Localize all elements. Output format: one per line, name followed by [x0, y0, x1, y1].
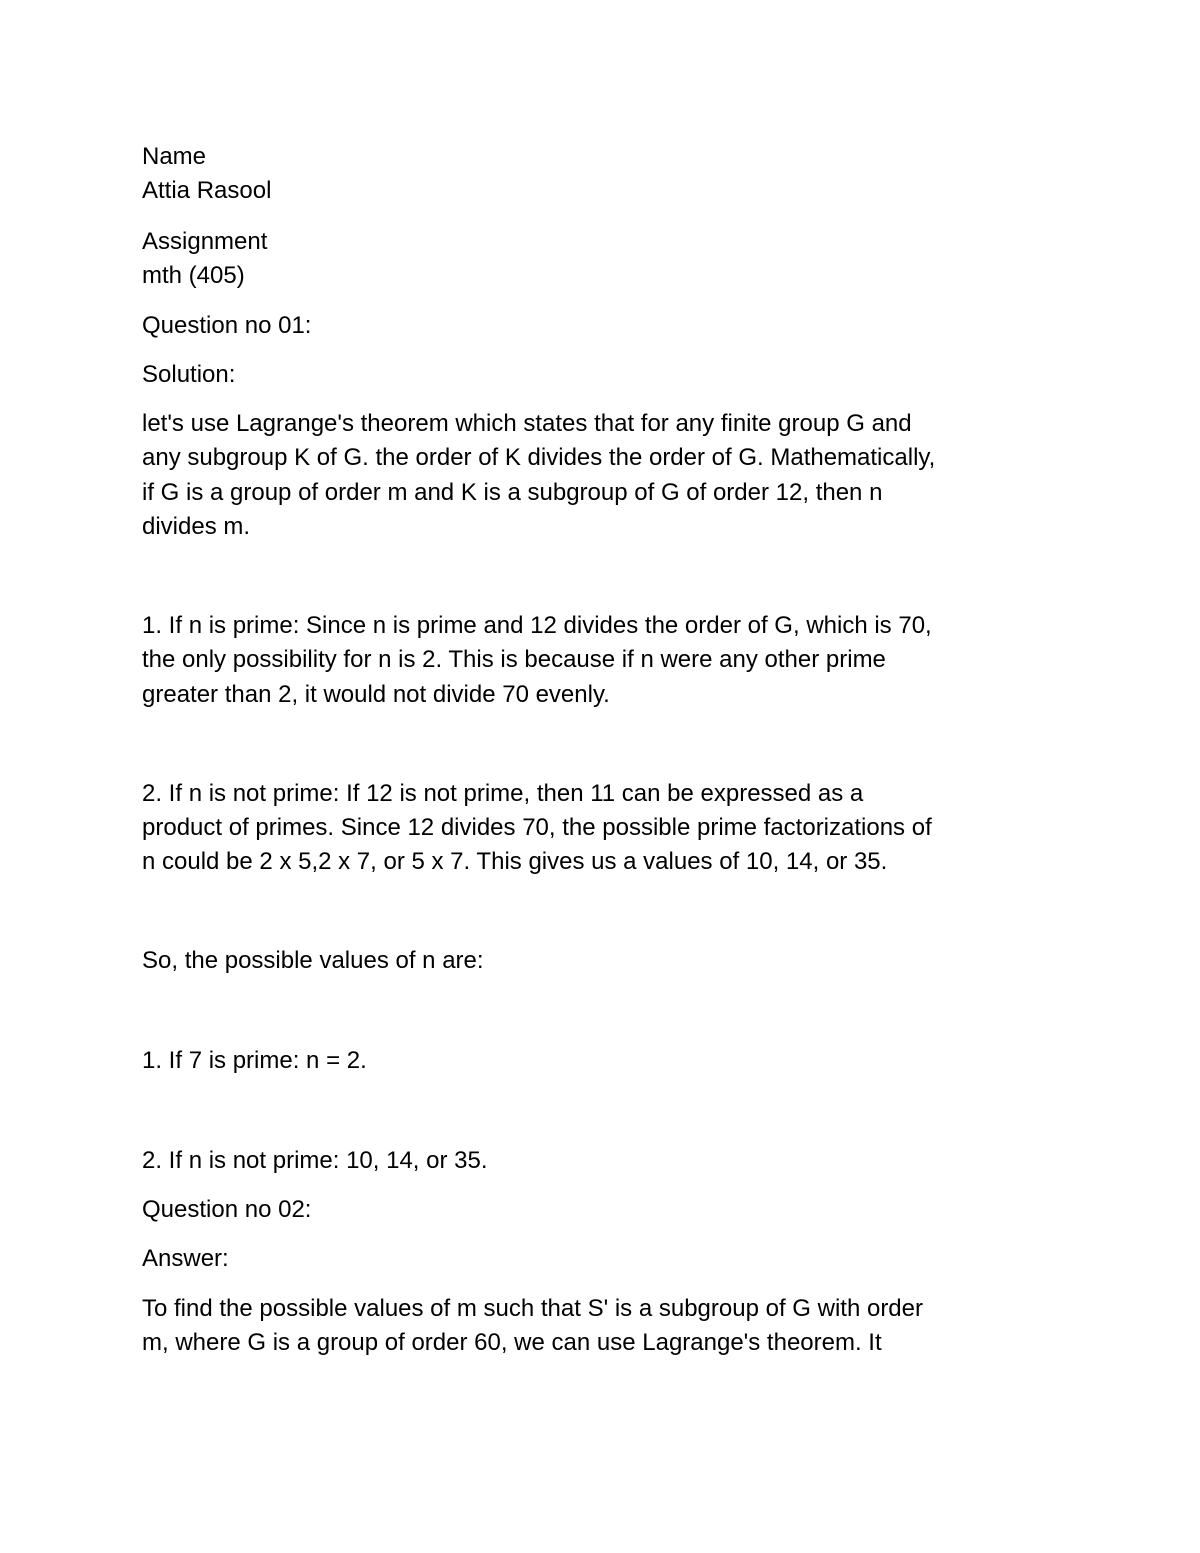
case2-line-3: n could be 2 x 5,2 x 7, or 5 x 7. This gives us a values of 10, 14, or 35.	[142, 848, 888, 875]
answer-line-2: m, where G is a group of order 60, we can use Lagrange's theorem. It	[142, 1329, 882, 1356]
answer-label: Answer:	[142, 1245, 229, 1272]
summary-item-2: 2. If n is not prime: 10, 14, or 35.	[142, 1147, 488, 1174]
name-label: Name	[142, 143, 207, 170]
course-code: mth (405)	[142, 262, 245, 289]
intro-line-2: any subgroup K of G. the order of K divides the order of G. Mathematically,	[142, 444, 936, 471]
intro-line-4: divides m.	[142, 513, 251, 540]
assignment-label: Assignment	[142, 228, 268, 255]
case1-line-3: greater than 2, it would not divide 70 evenly.	[142, 681, 610, 708]
summary-intro: So, the possible values of n are:	[142, 947, 484, 974]
intro-line-3: if G is a group of order m and K is a subgroup of G of order 12, then n	[142, 479, 883, 506]
solution-label: Solution:	[142, 361, 236, 388]
intro-line-1: let's use Lagrange's theorem which states that for any finite group G and	[142, 410, 912, 437]
question-1-heading: Question no 01:	[142, 312, 312, 339]
case1-line-1: 1. If n is prime: Since n is prime and 12 divides the order of G, which is 70,	[142, 612, 932, 639]
case2-line-1: 2. If n is not prime: If 12 is not prime, then 11 can be expressed as a	[142, 780, 864, 807]
summary-item-1: 1. If 7 is prime: n = 2.	[142, 1047, 367, 1074]
name-value: Attia Rasool	[142, 177, 272, 204]
question-2-heading: Question no 02:	[142, 1196, 312, 1223]
case2-line-2: product of primes. Since 12 divides 70, the possible prime factorizations of	[142, 814, 932, 841]
case1-line-2: the only possibility for n is 2. This is because if n were any other prime	[142, 646, 886, 673]
answer-line-1: To find the possible values of m such that S' is a subgroup of G with order	[142, 1295, 923, 1322]
